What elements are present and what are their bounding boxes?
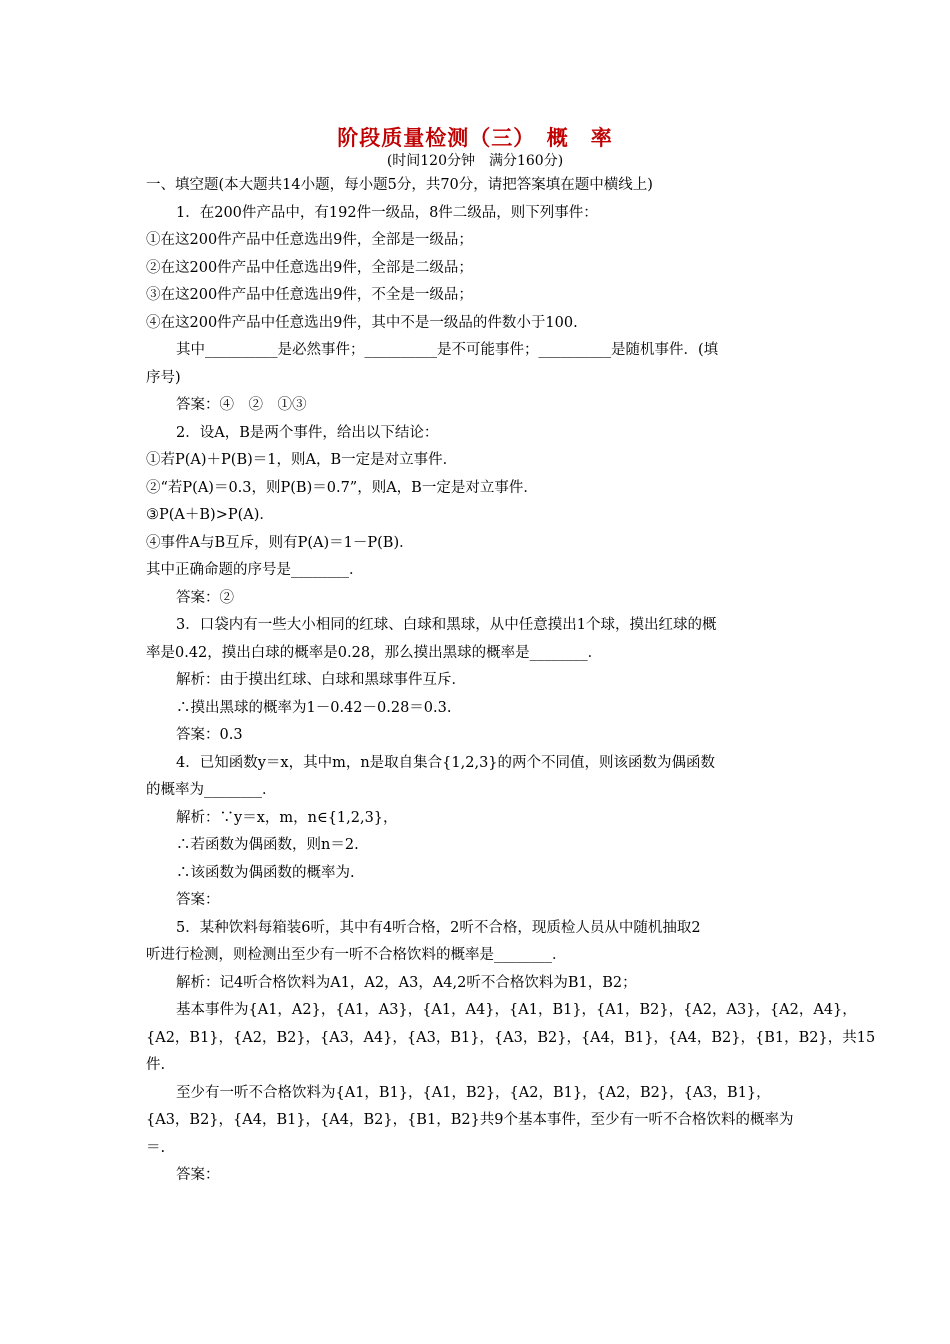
page-title: 阶段质量检测（三） 概 率 xyxy=(337,126,613,150)
question-4-stem: 4．已知函数y＝x，其中m，n是取自集合{1,2,3}的两个不同值，则该函数为偶函数 xyxy=(176,754,716,771)
question-5-basic-events: 基本事件为{A1，A2}，{A1，A3}，{A1，A4}，{A1，B1}，{A1，B2}，{A2，A3}，{A2，A4}， xyxy=(176,1002,857,1018)
question-4-stem-cont: 的概率为________． xyxy=(146,782,277,798)
question-1-prompt: 其中__________是必然事件；__________是不可能事件；__________是随机事件．(填 xyxy=(176,342,719,358)
question-1-answer: 答案：④ ② ①③ xyxy=(176,397,307,413)
question-5-at-least-one: 至少有一听不合格饮料为{A1，B1}，{A1，B2}，{A2，B1}，{A2，B2}，{A3，B1}， xyxy=(176,1084,771,1101)
question-3-analysis-2: ∴摸出黑球的概率为1－0.42－0.28＝0.3. xyxy=(176,699,452,716)
question-3-analysis: 解析：由于摸出红球、白球和黑球事件互斥． xyxy=(176,672,466,688)
question-5-at-least-one-end: ＝. xyxy=(146,1139,166,1156)
question-2-item-3: ③P(A＋B)>P(A)． xyxy=(146,507,274,523)
question-1-item-1: ①在这200件产品中任意选出9件，全部是一级品； xyxy=(146,232,473,248)
question-1-prompt-cont: 序号) xyxy=(146,369,181,386)
question-5-stem: 5．某种饮料每箱装6听，其中有4听合格，2听不合格，现质检人员从中随机抽取2 xyxy=(176,919,701,936)
question-1-item-2: ②在这200件产品中任意选出9件，全部是二级品； xyxy=(146,259,473,276)
question-3-stem: 3．口袋内有一些大小相同的红球、白球和黑球，从中任意摸出1个球，摸出红球的概 xyxy=(176,617,717,633)
question-4-analysis: 解析：∵y＝x，m，n∈{1,2,3}， xyxy=(176,809,398,826)
question-5-basic-events-cont: {A2，B1}，{A2，B2}，{A3，A4}，{A3，B1}，{A3，B2}，{A4，B1}，{A4，B2}，{B1，B2}，共15 xyxy=(146,1029,876,1046)
question-2-stem: 2．设A，B是两个事件，给出以下结论： xyxy=(176,424,439,441)
question-3-stem-cont: 率是0.42，摸出白球的概率是0.28，那么摸出黑球的概率是________． xyxy=(146,644,603,661)
question-4-analysis-3: ∴该函数为偶函数的概率为. xyxy=(176,864,355,881)
section-heading: 一、填空题(本大题共14小题，每小题5分，共70分，请把答案填在题中横线上) xyxy=(146,177,653,193)
question-4-analysis-2: ∴若函数为偶函数，则n＝2. xyxy=(176,837,359,853)
question-2-item-4: ④事件A与B互斥，则有P(A)＝1－P(B)． xyxy=(146,534,414,551)
question-2-answer: 答案：② xyxy=(176,589,234,606)
question-5-answer: 答案： xyxy=(176,1167,220,1183)
question-4-answer: 答案： xyxy=(176,892,220,908)
question-1-item-4: ④在这200件产品中任意选出9件，其中不是一级品的件数小于100. xyxy=(146,314,578,331)
question-2-prompt: 其中正确命题的序号是________． xyxy=(146,562,364,578)
question-5-stem-cont: 听进行检测，则检测出至少有一听不合格饮料的概率是________． xyxy=(146,947,567,963)
question-5-at-least-one-cont: {A3，B2}，{A4，B1}，{A4，B2}，{B1，B2}共9个基本事件，至少有一听不合格饮料的概率为 xyxy=(146,1112,794,1128)
question-5-basic-events-end: 件. xyxy=(146,1057,166,1073)
question-2-item-2: ②“若P(A)＝0.3，则P(B)＝0.7”，则A，B一定是对立事件． xyxy=(146,479,538,496)
question-3-answer: 答案：0.3 xyxy=(176,727,243,743)
page-subtitle: (时间120分钟 满分160分) xyxy=(386,153,564,169)
question-2-item-1: ①若P(A)＋P(B)＝1，则A，B一定是对立事件． xyxy=(146,452,458,468)
question-1-item-3: ③在这200件产品中任意选出9件，不全是一级品； xyxy=(146,287,473,303)
question-1-stem: 1．在200件产品中，有192件一级品，8件二级品，则下列事件： xyxy=(176,204,598,221)
document-body xyxy=(146,172,876,1190)
question-5-analysis: 解析：记4听合格饮料为A1，A2，A3，A4,2听不合格饮料为B1，B2； xyxy=(176,974,637,991)
